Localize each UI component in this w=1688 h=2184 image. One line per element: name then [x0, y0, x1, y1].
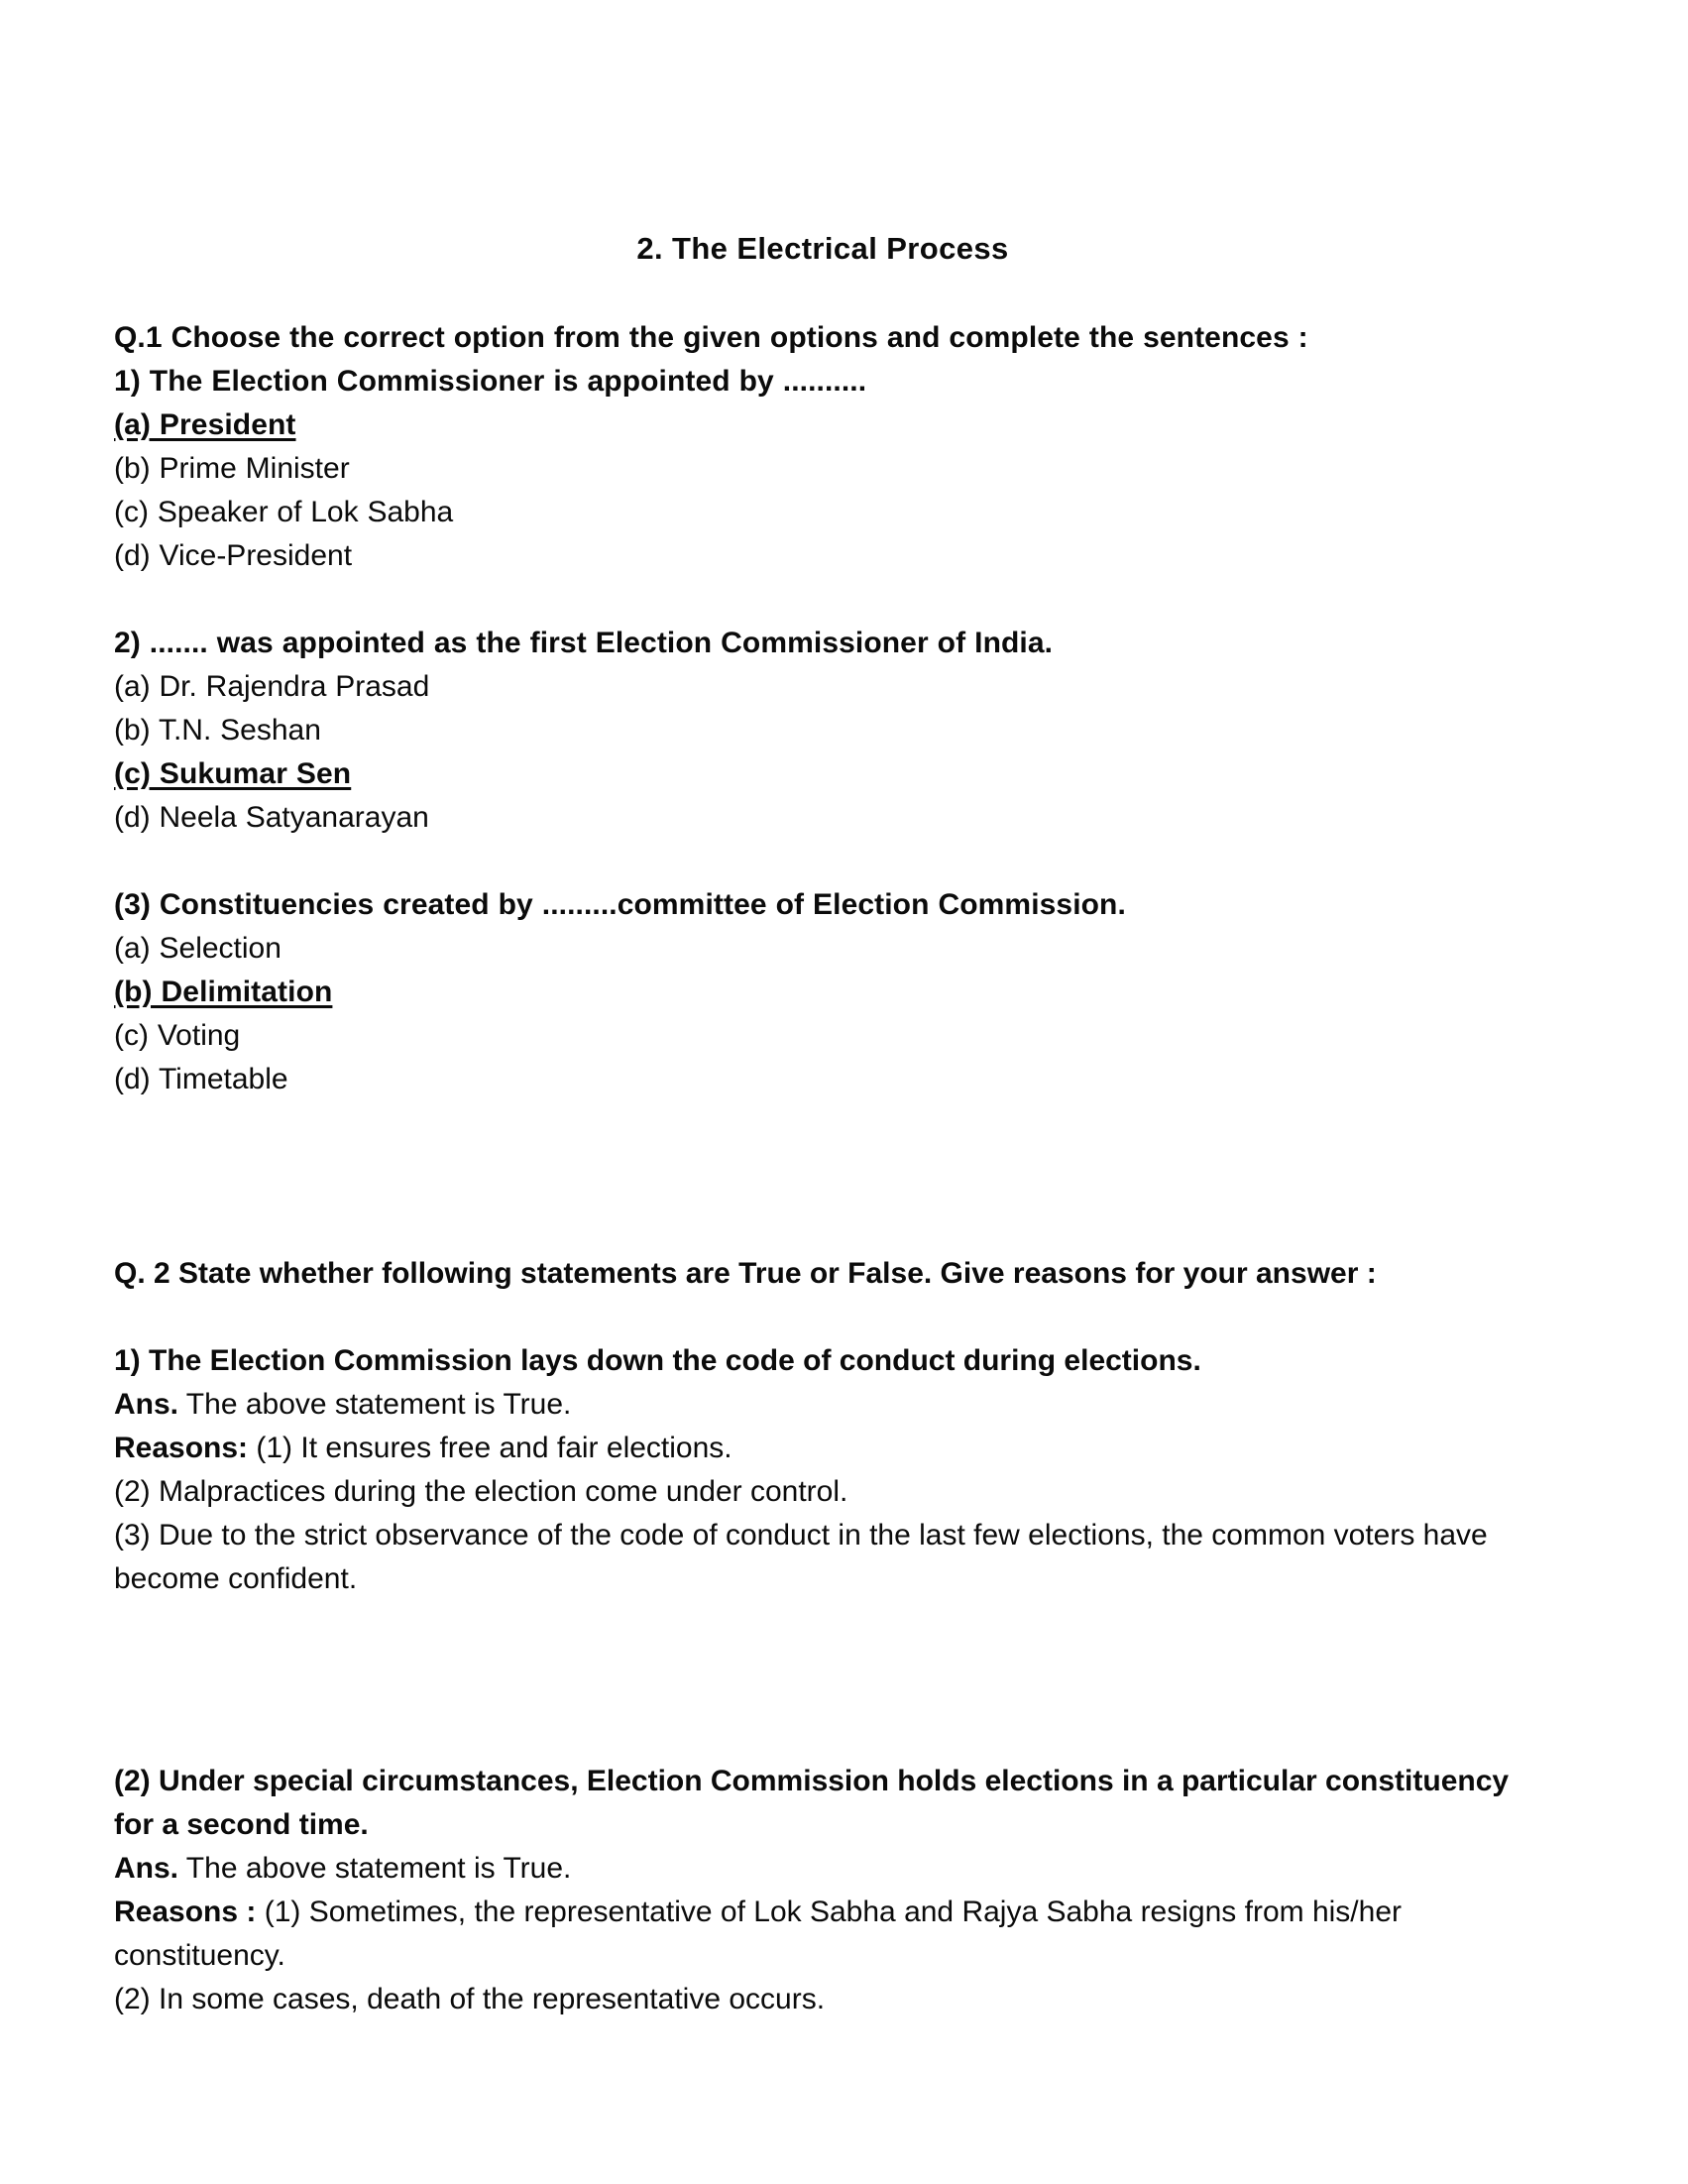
q2-item-2	[114, 1760, 1531, 2021]
q1-item-1	[114, 360, 1531, 578]
q1-item-2-prompt: 2) ....... was appointed as the first Election Commissioner of India.	[114, 626, 1054, 659]
document-content	[114, 0, 1531, 2021]
q1-item-1-option-c[interactable]: (c) Speaker of Lok Sabha	[114, 495, 454, 528]
q2-item-2-statement: (2) Under special circumstances, Election Commission holds elections in a particular constituency for a second time.	[114, 1764, 1510, 1841]
q2-item-2-reason-1: (1) Sometimes, the representative of Lok Sabha and Rajya Sabha resigns from his/her constituency.	[114, 1895, 1402, 1972]
spacer	[114, 1601, 1531, 1760]
q2-heading: Q. 2 State whether following statements are True or False. Give reasons for your answer :	[114, 1256, 1377, 1290]
q1-item-2-option-c[interactable]	[114, 752, 1531, 796]
q2-item-1-reasons-label: Reasons:	[114, 1431, 249, 1464]
spacer	[114, 1296, 1531, 1339]
spacer	[114, 1101, 1531, 1252]
q2-item-1-answer-label: Ans.	[114, 1387, 179, 1421]
q1-item-3	[114, 883, 1531, 1101]
q2-item-1-reason-1: (1) It ensures free and fair elections.	[248, 1431, 732, 1464]
q2-item-1-reason-3: (3) Due to the strict observance of the code of conduct in the last few elections, the common voters have become confident.	[114, 1518, 1488, 1595]
spacer	[114, 578, 1531, 622]
spacer	[114, 840, 1531, 883]
page-title: 2. The Electrical Process	[636, 231, 1009, 266]
q2-item-2-reasons	[114, 1891, 1531, 1978]
q2-item-2-answer-label: Ans.	[114, 1851, 179, 1885]
q2-item-1-answer-text: The above statement is True.	[178, 1387, 572, 1421]
q2-item-2-answer-text: The above statement is True.	[178, 1851, 572, 1885]
q2-item-2-reason-2: (2) In some cases, death of the representative occurs.	[114, 1982, 826, 2015]
q2-item-2-reasons-label: Reasons :	[114, 1895, 257, 1928]
q1-item-1-option-b[interactable]: (b) Prime Minister	[114, 451, 350, 485]
q2-item-2-answer	[114, 1847, 1531, 1891]
question-2-section	[114, 1252, 1531, 2021]
q1-item-1-option-a[interactable]	[114, 403, 1531, 447]
q1-item-3-prompt: (3) Constituencies created by .........committee of Election Commission.	[114, 887, 1126, 921]
q2-item-1-statement: 1) The Election Commission lays down the code of conduct during elections.	[114, 1343, 1201, 1377]
q1-item-3-option-a[interactable]: (a) Selection	[114, 931, 281, 965]
question-1-section	[114, 316, 1531, 1101]
q1-item-3-option-c[interactable]: (c) Voting	[114, 1018, 241, 1052]
q1-item-1-prompt: 1) The Election Commissioner is appointed by ..........	[114, 364, 867, 398]
q1-item-2-option-a[interactable]: (a) Dr. Rajendra Prasad	[114, 669, 430, 703]
q1-heading: Q.1 Choose the correct option from the given options and complete the sentences :	[114, 320, 1308, 354]
q1-item-2-option-b[interactable]: (b) T.N. Seshan	[114, 713, 321, 747]
q1-item-2-option-d[interactable]: (d) Neela Satyanarayan	[114, 800, 429, 834]
q2-item-1-answer	[114, 1383, 1531, 1427]
q1-item-3-option-d[interactable]: (d) Timetable	[114, 1062, 288, 1095]
q1-item-2	[114, 622, 1531, 840]
q1-item-1-option-a-label: (a) President	[114, 407, 296, 441]
q1-item-3-option-b[interactable]	[114, 971, 1531, 1014]
q1-item-3-option-b-label: (b) Delimitation	[114, 975, 333, 1008]
q2-item-1	[114, 1339, 1531, 1601]
q2-item-1-reason-2: (2) Malpractices during the election come under control.	[114, 1474, 848, 1508]
q2-item-1-reasons	[114, 1427, 1531, 1470]
q1-item-1-option-d[interactable]: (d) Vice-President	[114, 538, 353, 572]
q1-item-2-option-c-label: (c) Sukumar Sen	[114, 756, 352, 790]
